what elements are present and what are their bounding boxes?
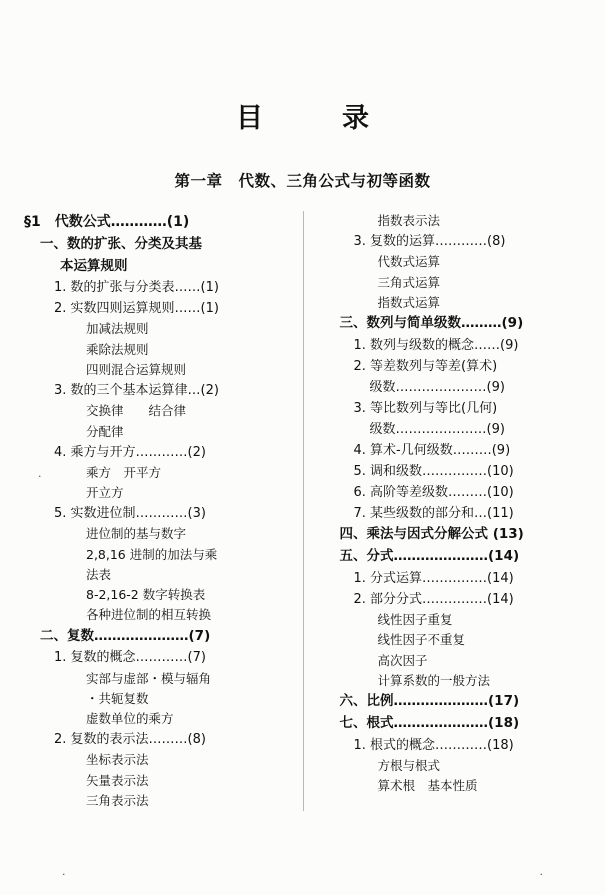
toc-columns bbox=[0, 211, 605, 811]
toc-entry[interactable]: 2. 实数四则运算规则……(1) bbox=[54, 301, 219, 317]
toc-entry[interactable]: 一、数的扩张、分类及其基 bbox=[40, 235, 202, 252]
toc-entry[interactable]: 1. 数的扩张与分类表……(1) bbox=[54, 280, 219, 296]
toc-entry: 实部与虚部・模与辐角 bbox=[86, 670, 212, 686]
page-title: 目 录 bbox=[236, 103, 395, 134]
toc-entry[interactable]: 五、分式…………………(14) bbox=[339, 548, 520, 565]
toc-entry[interactable]: 5. 调和级数……………(10) bbox=[353, 464, 514, 480]
toc-entry: 计算系数的一般方法 bbox=[377, 672, 491, 688]
toc-entry: 线性因子不重复 bbox=[377, 632, 466, 648]
toc-entry[interactable]: 2. 复数的表示法………(8) bbox=[54, 732, 206, 748]
toc-entry[interactable]: 级数…………………(9) bbox=[369, 380, 505, 395]
toc-entry[interactable]: 7. 某些级数的部分和…(11) bbox=[353, 506, 514, 522]
toc-entry[interactable]: 4. 算术-几何级数………(9) bbox=[353, 443, 511, 459]
toc-entry: 高次因子 bbox=[377, 652, 428, 668]
toc-entry: 三角表示法 bbox=[86, 792, 149, 808]
toc-entry: 法表 bbox=[86, 566, 112, 582]
toc-entry: 指数表示法 bbox=[377, 213, 441, 228]
toc-entry[interactable]: 1. 分式运算……………(14) bbox=[353, 571, 514, 587]
toc-entry[interactable]: 4. 乘方与开方…………(2) bbox=[54, 444, 206, 460]
toc-entry: 指数式运算 bbox=[377, 294, 441, 310]
toc-entry: 线性因子重复 bbox=[377, 612, 453, 628]
toc-entry[interactable]: §1 代数公式…………(1) bbox=[24, 214, 190, 230]
toc-entry: 各种进位制的相互转换 bbox=[86, 607, 212, 623]
toc-entry: ・共轭复数 bbox=[86, 690, 149, 706]
toc-entry: 坐标表示法 bbox=[86, 752, 149, 768]
toc-entry[interactable]: 3. 数的三个基本运算律…(2) bbox=[54, 383, 219, 399]
toc-entry[interactable]: 二、复数…………………(7) bbox=[40, 627, 211, 644]
toc-entry[interactable]: 5. 实数进位制…………(3) bbox=[54, 506, 206, 522]
toc-entry: 乘除法规则 bbox=[86, 341, 149, 357]
toc-entry: 进位制的基与数字 bbox=[86, 526, 187, 542]
toc-entry[interactable]: 七、根式…………………(18) bbox=[339, 715, 520, 731]
toc-entry: 分配律 bbox=[86, 423, 124, 439]
toc-entry: 算术根 基本性质 bbox=[377, 778, 478, 794]
page-mark-bottom-left: · bbox=[62, 868, 66, 881]
toc-column-right bbox=[304, 211, 584, 811]
page-mark-left: · bbox=[38, 470, 42, 483]
toc-entry: 加减法规则 bbox=[86, 321, 149, 337]
toc-entry[interactable]: 1. 复数的概念…………(7) bbox=[54, 650, 206, 666]
toc-entry: 开立方 bbox=[86, 485, 124, 501]
toc-entry: 方根与根式 bbox=[377, 757, 441, 773]
toc-column-left bbox=[24, 211, 304, 811]
toc-entry[interactable]: 1. 数列与级数的概念……(9) bbox=[353, 337, 519, 353]
toc-entry: 虚数单位的乘方 bbox=[86, 711, 174, 727]
toc-entry: 三角式运算 bbox=[377, 274, 441, 290]
chapter-title: 第一章 代数、三角公式与初等函数 bbox=[174, 172, 431, 190]
toc-entry[interactable]: 6. 高阶等差级数………(10) bbox=[353, 485, 514, 501]
toc-entry[interactable]: 2. 等差数列与等差(算术) bbox=[353, 358, 498, 374]
toc-entry[interactable]: 级数…………………(9) bbox=[369, 422, 505, 438]
toc-entry[interactable]: 六、比例…………………(17) bbox=[339, 693, 520, 710]
toc-entry: 8-2,16-2 数字转换表 bbox=[86, 587, 206, 603]
toc-entry: 矢量表示法 bbox=[86, 772, 149, 788]
page-mark-bottom-right: · bbox=[539, 868, 543, 881]
toc-entry: 乘方 开平方 bbox=[86, 464, 162, 480]
toc-entry[interactable]: 2. 部分分式……………(14) bbox=[353, 592, 514, 608]
toc-entry[interactable]: 3. 等比数列与等比(几何) bbox=[353, 401, 498, 417]
toc-entry: 交换律 结合律 bbox=[86, 403, 187, 419]
toc-entry[interactable]: 1. 根式的概念…………(18) bbox=[353, 737, 514, 753]
toc-entry[interactable]: 三、数列与简单级数………(9) bbox=[339, 315, 524, 332]
toc-entry[interactable]: 3. 复数的运算…………(8) bbox=[353, 234, 506, 250]
toc-entry: 代数式运算 bbox=[377, 254, 441, 270]
toc-entry[interactable]: 本运算规则 bbox=[60, 257, 128, 274]
toc-entry: 四则混合运算规则 bbox=[86, 361, 187, 377]
toc-entry[interactable]: 四、乘法与因式分解公式 (13) bbox=[339, 526, 524, 543]
toc-entry: 2,8,16 进制的加法与乘 bbox=[86, 546, 218, 562]
